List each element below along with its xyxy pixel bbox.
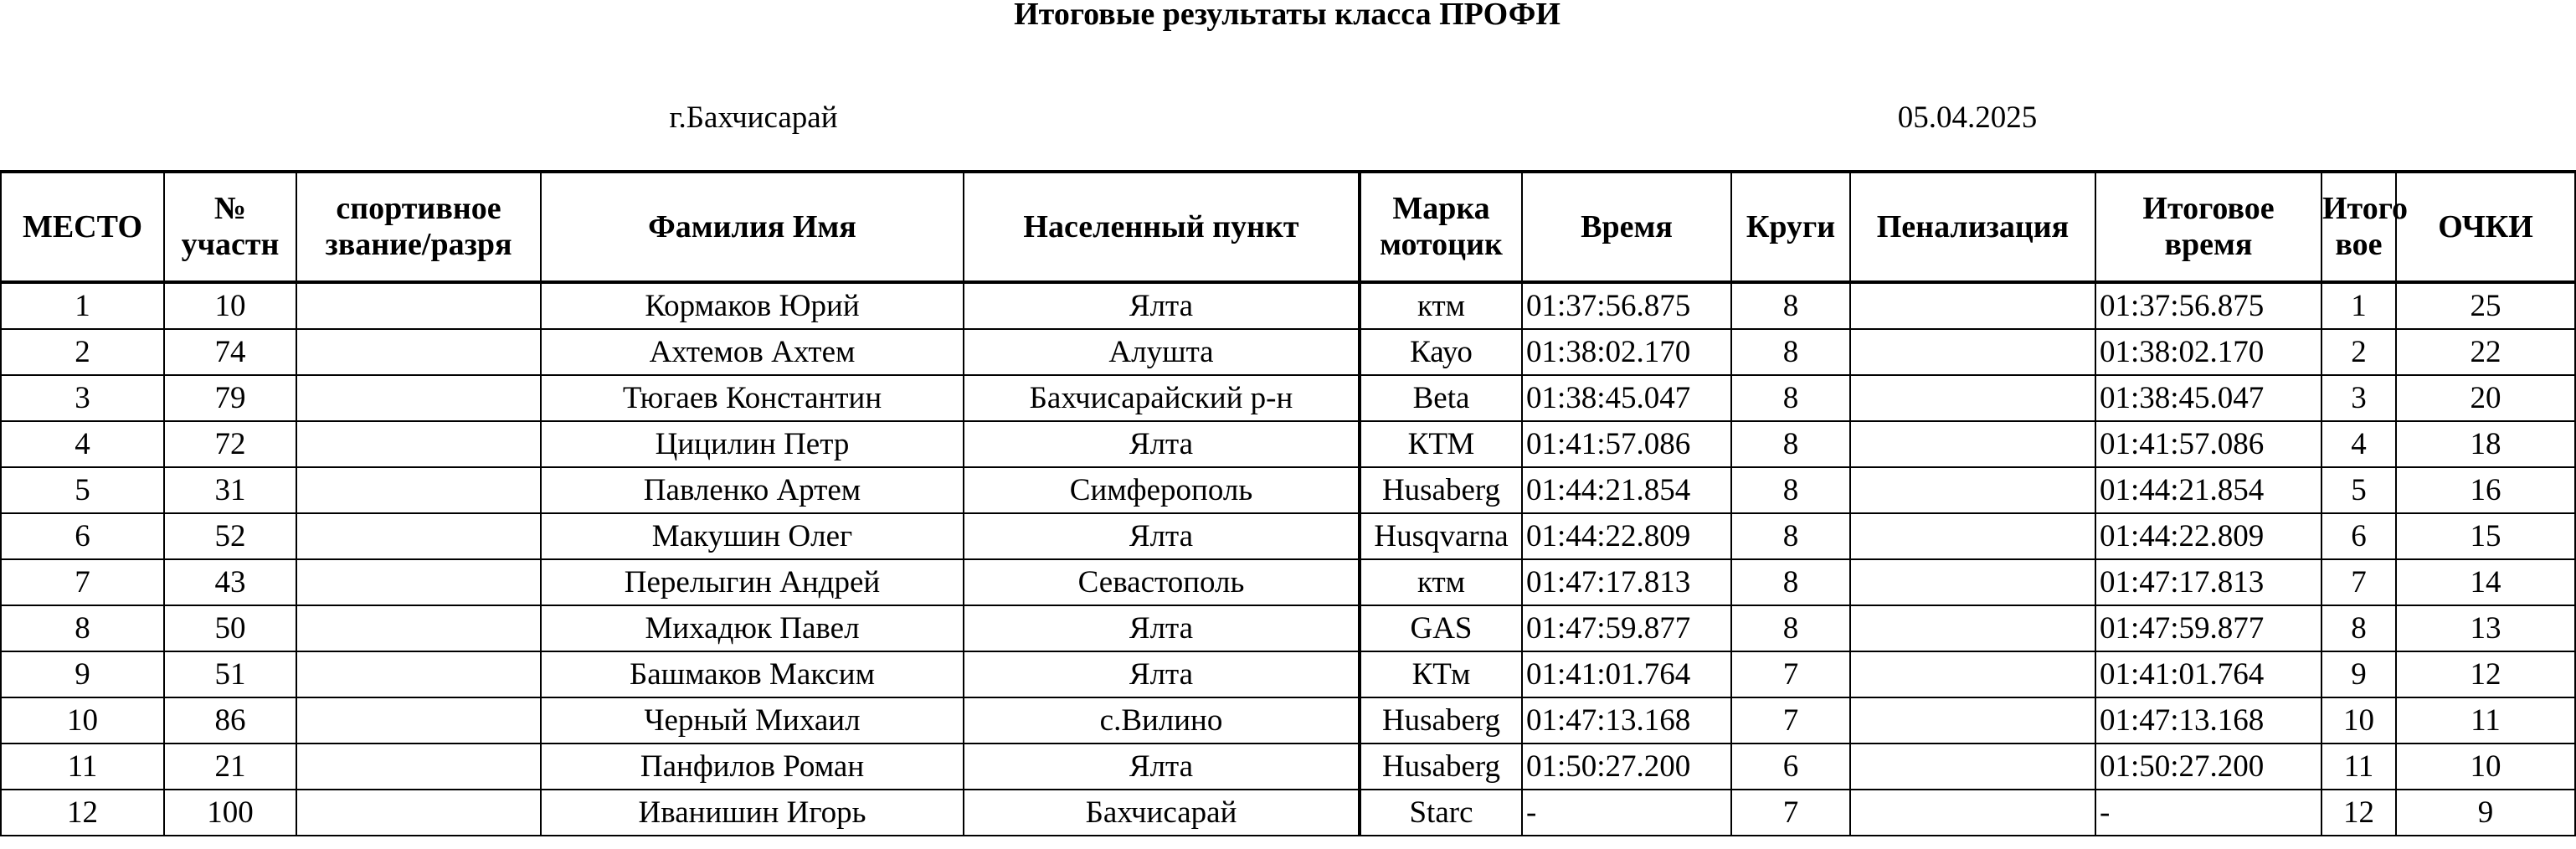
cell-laps: 7 — [1731, 697, 1850, 744]
cell-points: 11 — [2396, 697, 2575, 744]
cell-laps: 6 — [1731, 744, 1850, 790]
cell-bike: Husaberg — [1360, 697, 1522, 744]
cell-city: Ялта — [964, 282, 1360, 329]
cell-name: Панфилов Роман — [541, 744, 964, 790]
cell-number: 86 — [164, 697, 296, 744]
cell-points: 16 — [2396, 467, 2575, 513]
cell-rank — [296, 605, 541, 651]
table-row — [1, 421, 2575, 467]
cell-penalty — [1850, 559, 2095, 605]
cell-points: 25 — [2396, 282, 2575, 329]
cell-total-time: 01:38:45.047 — [2095, 375, 2321, 421]
cell-laps: 8 — [1731, 329, 1850, 375]
header-city: Населенный пункт — [964, 172, 1360, 282]
cell-city: Ялта — [964, 744, 1360, 790]
cell-penalty — [1850, 790, 2095, 836]
cell-name: Башмаков Максим — [541, 651, 964, 697]
cell-overall: 10 — [2321, 697, 2396, 744]
cell-penalty — [1850, 744, 2095, 790]
table-row — [1, 375, 2575, 421]
cell-overall: 8 — [2321, 605, 2396, 651]
cell-rank — [296, 329, 541, 375]
cell-time: - — [1522, 790, 1731, 836]
cell-place: 6 — [1, 513, 164, 559]
cell-overall: 1 — [2321, 282, 2396, 329]
cell-penalty — [1850, 513, 2095, 559]
cell-bike: GAS — [1360, 605, 1522, 651]
cell-points: 14 — [2396, 559, 2575, 605]
cell-total-time: 01:37:56.875 — [2095, 282, 2321, 329]
header-name: Фамилия Имя — [541, 172, 964, 282]
cell-place: 8 — [1, 605, 164, 651]
cell-city: Севастополь — [964, 559, 1360, 605]
cell-number: 79 — [164, 375, 296, 421]
cell-name: Ахтемов Ахтем — [541, 329, 964, 375]
cell-name: Кормаков Юрий — [541, 282, 964, 329]
results-body — [1, 282, 2575, 836]
cell-name: Тюгаев Константин — [541, 375, 964, 421]
header-points: ОЧКИ — [2396, 172, 2575, 282]
header-bike: Марка мотоцик — [1360, 172, 1522, 282]
cell-penalty — [1850, 651, 2095, 697]
cell-total-time: 01:47:59.877 — [2095, 605, 2321, 651]
cell-city: Бахчисарайский р-н — [964, 375, 1360, 421]
cell-penalty — [1850, 282, 2095, 329]
cell-place: 2 — [1, 329, 164, 375]
cell-bike: ктм — [1360, 559, 1522, 605]
cell-rank — [296, 421, 541, 467]
table-row — [1, 467, 2575, 513]
cell-laps: 8 — [1731, 375, 1850, 421]
cell-penalty — [1850, 697, 2095, 744]
cell-rank — [296, 282, 541, 329]
cell-points: 9 — [2396, 790, 2575, 836]
cell-total-time: 01:38:02.170 — [2095, 329, 2321, 375]
cell-bike: Husqvarna — [1360, 513, 1522, 559]
cell-name: Макушин Олег — [541, 513, 964, 559]
cell-time: 01:47:13.168 — [1522, 697, 1731, 744]
cell-points: 10 — [2396, 744, 2575, 790]
cell-name: Перелыгин Андрей — [541, 559, 964, 605]
cell-time: 01:50:27.200 — [1522, 744, 1731, 790]
table-row — [1, 513, 2575, 559]
cell-points: 22 — [2396, 329, 2575, 375]
cell-name: Михадюк Павел — [541, 605, 964, 651]
cell-laps: 8 — [1731, 467, 1850, 513]
cell-overall: 9 — [2321, 651, 2396, 697]
header-laps: Круги — [1731, 172, 1850, 282]
cell-time: 01:41:01.764 — [1522, 651, 1731, 697]
cell-name: Цицилин Петр — [541, 421, 964, 467]
cell-place: 9 — [1, 651, 164, 697]
cell-laps: 7 — [1731, 790, 1850, 836]
cell-place: 4 — [1, 421, 164, 467]
cell-place: 11 — [1, 744, 164, 790]
cell-total-time: 01:47:13.168 — [2095, 697, 2321, 744]
cell-laps: 8 — [1731, 421, 1850, 467]
cell-total-time: - — [2095, 790, 2321, 836]
cell-rank — [296, 513, 541, 559]
cell-total-time: 01:41:57.086 — [2095, 421, 2321, 467]
cell-city: Алушта — [964, 329, 1360, 375]
results-table — [0, 170, 2576, 836]
cell-time: 01:38:02.170 — [1522, 329, 1731, 375]
cell-bike: ктм — [1360, 282, 1522, 329]
cell-number: 74 — [164, 329, 296, 375]
cell-city: Ялта — [964, 513, 1360, 559]
cell-bike: Starc — [1360, 790, 1522, 836]
cell-bike: КТм — [1360, 651, 1522, 697]
cell-overall: 11 — [2321, 744, 2396, 790]
table-row — [1, 282, 2575, 329]
cell-place: 5 — [1, 467, 164, 513]
cell-number: 43 — [164, 559, 296, 605]
cell-laps: 8 — [1731, 605, 1850, 651]
cell-time: 01:38:45.047 — [1522, 375, 1731, 421]
cell-total-time: 01:47:17.813 — [2095, 559, 2321, 605]
cell-bike: Кауо — [1360, 329, 1522, 375]
cell-total-time: 01:44:21.854 — [2095, 467, 2321, 513]
header-rank: спортивное звание/разря — [296, 172, 541, 282]
cell-penalty — [1850, 375, 2095, 421]
cell-name: Павленко Артем — [541, 467, 964, 513]
cell-bike: Beta — [1360, 375, 1522, 421]
cell-time: 01:47:17.813 — [1522, 559, 1731, 605]
cell-total-time: 01:50:27.200 — [2095, 744, 2321, 790]
cell-number: 10 — [164, 282, 296, 329]
cell-overall: 7 — [2321, 559, 2396, 605]
cell-time: 01:44:22.809 — [1522, 513, 1731, 559]
header-penalty: Пенализация — [1850, 172, 2095, 282]
cell-place: 7 — [1, 559, 164, 605]
cell-city: Ялта — [964, 651, 1360, 697]
cell-rank — [296, 790, 541, 836]
table-row — [1, 605, 2575, 651]
cell-city: Симферополь — [964, 467, 1360, 513]
header-row — [1, 172, 2575, 282]
cell-place: 10 — [1, 697, 164, 744]
cell-points: 20 — [2396, 375, 2575, 421]
header-total-time: Итоговое время — [2095, 172, 2321, 282]
cell-overall: 2 — [2321, 329, 2396, 375]
cell-time: 01:44:21.854 — [1522, 467, 1731, 513]
header-place: МЕСТО — [1, 172, 164, 282]
cell-city: Ялта — [964, 421, 1360, 467]
cell-time: 01:41:57.086 — [1522, 421, 1731, 467]
cell-points: 13 — [2396, 605, 2575, 651]
cell-time: 01:47:59.877 — [1522, 605, 1731, 651]
cell-number: 52 — [164, 513, 296, 559]
cell-rank — [296, 651, 541, 697]
cell-city: Ялта — [964, 605, 1360, 651]
event-date: 05.04.2025 — [1897, 100, 2038, 135]
cell-number: 50 — [164, 605, 296, 651]
cell-place: 3 — [1, 375, 164, 421]
table-row — [1, 697, 2575, 744]
event-location: г.Бахчисарай — [669, 100, 838, 135]
header-number: № участн — [164, 172, 296, 282]
cell-overall: 3 — [2321, 375, 2396, 421]
cell-penalty — [1850, 467, 2095, 513]
cell-total-time: 01:44:22.809 — [2095, 513, 2321, 559]
cell-points: 18 — [2396, 421, 2575, 467]
cell-total-time: 01:41:01.764 — [2095, 651, 2321, 697]
cell-number: 21 — [164, 744, 296, 790]
cell-overall: 6 — [2321, 513, 2396, 559]
cell-city: с.Вилино — [964, 697, 1360, 744]
cell-overall: 5 — [2321, 467, 2396, 513]
cell-name: Иванишин Игорь — [541, 790, 964, 836]
table-row — [1, 559, 2575, 605]
cell-place: 1 — [1, 282, 164, 329]
cell-rank — [296, 697, 541, 744]
cell-points: 12 — [2396, 651, 2575, 697]
cell-laps: 8 — [1731, 559, 1850, 605]
cell-rank — [296, 375, 541, 421]
cell-time: 01:37:56.875 — [1522, 282, 1731, 329]
cell-penalty — [1850, 605, 2095, 651]
cell-rank — [296, 467, 541, 513]
cell-rank — [296, 559, 541, 605]
cell-points: 15 — [2396, 513, 2575, 559]
cell-penalty — [1850, 329, 2095, 375]
header-time: Время — [1522, 172, 1731, 282]
cell-number: 31 — [164, 467, 296, 513]
cell-bike: Husaberg — [1360, 467, 1522, 513]
table-row — [1, 651, 2575, 697]
table-row — [1, 790, 2575, 836]
cell-penalty — [1850, 421, 2095, 467]
cell-laps: 8 — [1731, 513, 1850, 559]
cell-number: 51 — [164, 651, 296, 697]
cell-laps: 8 — [1731, 282, 1850, 329]
cell-overall: 4 — [2321, 421, 2396, 467]
cell-name: Черный Михаил — [541, 697, 964, 744]
table-row — [1, 744, 2575, 790]
cell-place: 12 — [1, 790, 164, 836]
page-title: Итоговые результаты класса ПРОФИ — [1014, 0, 1561, 32]
cell-number: 72 — [164, 421, 296, 467]
cell-bike: КТМ — [1360, 421, 1522, 467]
cell-overall: 12 — [2321, 790, 2396, 836]
header-overall: Итого вое — [2321, 172, 2396, 282]
table-row — [1, 329, 2575, 375]
cell-rank — [296, 744, 541, 790]
cell-laps: 7 — [1731, 651, 1850, 697]
cell-city: Бахчисарай — [964, 790, 1360, 836]
cell-number: 100 — [164, 790, 296, 836]
cell-bike: Husaberg — [1360, 744, 1522, 790]
